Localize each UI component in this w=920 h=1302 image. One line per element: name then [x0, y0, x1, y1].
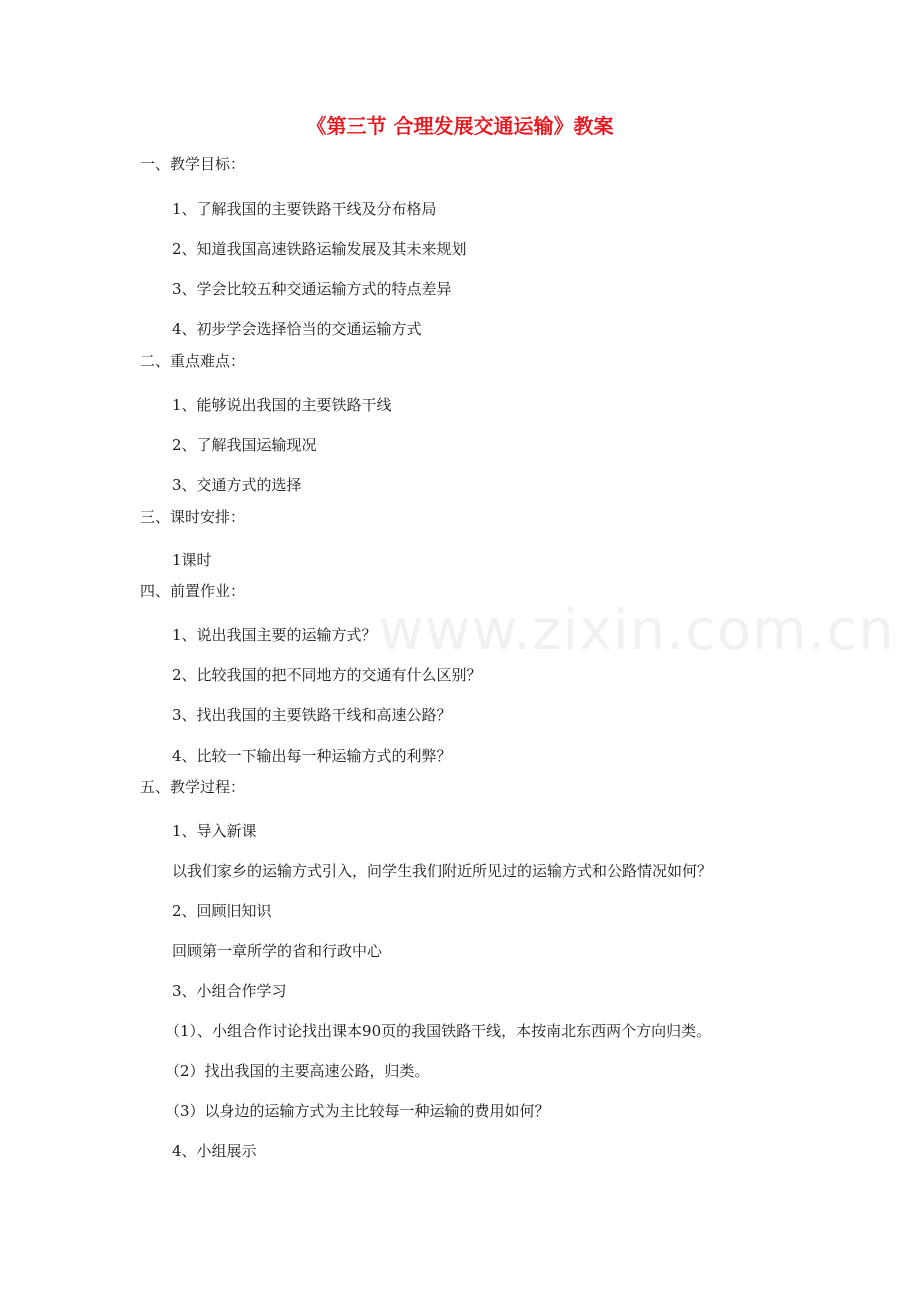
- list-item: 3、小组合作学习: [172, 982, 287, 1000]
- list-item: 2、知道我国高速铁路运输发展及其未来规划: [172, 240, 467, 258]
- section-heading-pre-assignment: 四、前置作业：: [140, 582, 246, 600]
- sub-item: （2）找出我国的主要高速公路，归类。: [165, 1062, 430, 1080]
- sub-item: （3）以身边的运输方式为主比较每一种运输的费用如何？: [165, 1102, 550, 1120]
- list-item: 3、交通方式的选择: [172, 476, 302, 494]
- list-item: 1课时: [172, 551, 212, 569]
- list-item: 2、比较我国的把不同地方的交通有什么区别？: [172, 666, 482, 684]
- list-item: 1、了解我国的主要铁路干线及分布格局: [172, 200, 437, 218]
- sub-item: （1）、小组合作讨论找出课本90页的我国铁路干线，本按南北东西两个方向归类。: [165, 1022, 712, 1040]
- list-item: 2、回顾旧知识: [172, 902, 272, 920]
- list-item: 3、学会比较五种交通运输方式的特点差异: [172, 280, 452, 298]
- list-item: 4、小组展示: [172, 1142, 257, 1160]
- section-heading-schedule: 三、课时安排：: [140, 508, 246, 526]
- paragraph: 以我们家乡的运输方式引入，问学生我们附近所见过的运输方式和公路情况如何？: [172, 862, 713, 880]
- list-item: 4、初步学会选择恰当的交通运输方式: [172, 320, 422, 338]
- document-title: 《第三节 合理发展交通运输》教案: [306, 114, 614, 138]
- section-heading-key-points: 二、重点难点：: [140, 352, 246, 370]
- list-item: 1、导入新课: [172, 822, 257, 840]
- list-item: 2、了解我国运输现况: [172, 436, 317, 454]
- section-heading-teaching-process: 五、教学过程：: [140, 778, 246, 796]
- watermark: www.zixin.com.cn: [378, 598, 895, 663]
- section-heading-objectives: 一、教学目标：: [140, 155, 246, 173]
- list-item: 1、能够说出我国的主要铁路干线: [172, 396, 392, 414]
- list-item: 3、找出我国的主要铁路干线和高速公路？: [172, 706, 452, 724]
- list-item: 4、比较一下输出每一种运输方式的利弊？: [172, 747, 452, 765]
- paragraph: 回顾第一章所学的省和行政中心: [172, 942, 383, 960]
- list-item: 1、说出我国主要的运输方式？: [172, 626, 377, 644]
